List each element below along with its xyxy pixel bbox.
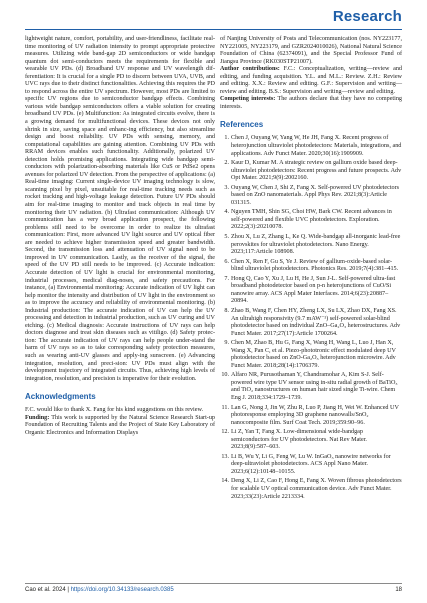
competing-interests — [220, 96, 402, 111]
reference-item — [220, 454, 402, 477]
funding-paragraph — [25, 415, 215, 438]
author-contributions — [220, 66, 402, 96]
reference-number: 12. — [221, 429, 229, 436]
reference-item — [220, 209, 402, 232]
footer-rule — [25, 583, 402, 584]
right-column — [220, 36, 402, 503]
reference-item — [220, 259, 402, 274]
reference-text: Deng X, Li Z, Cao F, Hong E, Fang X. Woven fibrous photodetectors for scalable UV optical communication device. Adv Funct Mater. 2023;33(23):Article 2213334. — [231, 478, 402, 500]
reference-text: Zhao B, Wang F, Chen HY, Zheng LX, Su LX, Zhao DX, Fang XS. An ultrahigh responsivity (9.7 mAW⁻¹) self-powered solar-blind photodetector based on individual ZnO–Ga₂O₃ heterostructures. Adv Funct Mater. 2017;27(17):Article 1700264. — [231, 307, 401, 337]
funding-continued: of Nanjing University of Posts and Telecommunication (nos. NY223177, NY221005, NY223179, and GZR2024010026), National Natural Science Foundation of China (62374091), and the Special Professor Fund of Jiangsu Province (RK030STP21007). — [220, 36, 402, 65]
reference-number: 10. — [221, 372, 229, 379]
reference-text: Li B, Wu Y, Li G, Feng W, Lu W. InGaO₃ nanowire networks for deep-ultraviolet photodetectors. ACS Appl Nano Mater. 2023;6(12):10148–10155. — [231, 453, 391, 475]
reference-item — [220, 405, 402, 428]
reference-number: 8. — [224, 307, 229, 314]
reference-number: 3. — [224, 184, 229, 191]
left-column — [25, 36, 215, 437]
body-paragraph: lightweight nature, comfort, portability, and user-friendliness, facilitate real-time monitoring of UV radiation intensity to prompt appropriate protective measures. Utilizing wide band-gap 2D semiconductors or wide bandgap quantum dot semi-conductors meets the requirements for flexible and wearable UV PDs. (d) Broadband UV response and UV wavelength dif-ferentiation: It is crucial for a single PD to discern between UVA, UVB, and UVC rays due to their distinct functionalities. Achieving this requires the PD to respond across the entire UV spectrum. However, most PDs are limited to specific UV regions due to semiconductor bandgap effects. Combining various wide bandgap semiconductors offers a viable solution for creating broadband UV PDs. (e) Multifunction: As integrated circuits evolve, there is a growing demand for multifunctional devices. These devices not only shrink in size, saving space and enhanc-ing efficiency, but also streamline design and boost reliability. UV PDs with sensing, memory, and computational capabilities are gaining attention. Combining UV PDs with RRAM devices enables such functionality. Additionally, polarized UV detection holds promising applications. Integrating wide bandgap semi-conductors with polarization-absorbing materials like CuS or PdSe2 opens avenues for polarized UV detection. From the perspective of applications: (a) Real-time imaging: Current single-device UV imaging technology is slow, scanning pixel by pixel, unsuitable for real-time tracking needs such as rocket tracking and high-voltage leakage detection. Future UV PDs should aim for real-time imaging to monitor and track objects in real time by monitoring their UV radiation. (b) Ultrafast communication: Although UV communication has a very broad application prospect, the following problems still need to be overcome in order to realize its ultrafast communication: First, more advanced UV light source and UV optical fiber are needed to achieve higher transmission speed and greater bandwidth. Second, the transmission loss and attenuation of UV signal need to be improved in UV communication. Lastly, as the receiver of the signal, the speed of the UV PD still needs to be improved. (c) Accurate indication: Accurate detection of UV light is crucial for environmental monitoring, industrial processes, medical diag-noses, and safety precautions. For instance, (a) Environmental monitoring: Accurate indication of UV light can help monitor the intensity and distribution of UV light in the environment so as to improve the accuracy and reliability of environmental monitoring. (b) Industrial production: The accurate indication of UV can help the UV processing and detection in industrial production, such as UV curing and UV etching. (c) Medical diagnosis: Accurate instructions of UV rays can help doctors diagnose and treat skin diseases such as vitiligo. (d) Safety protec-tion: The accurate indication of UV rays can help people under-stand the harm of UV rays so as to take corresponding safety protection measures, such as wearing anti-UV glasses and apply-ing sunscreen. (e) Advancing integration, resolution, and preci-sion: UV PDs must align with the development trajectory of integrated circuits. Thus, achieving high levels of integration, resolution, and precision is imperative for their evolution. — [25, 36, 216, 382]
reference-text: Alfaro NR, Purusothaman Y, Chandramohar A, Kim S-J. Self-powered wire type UV sensor using in-situ radial growth of BaTiO₃ and TiO₂ nanostructures on human hair sized single Ti-wire. Chem Eng J. 2018;334:1729–1739. — [231, 372, 398, 401]
author-contributions-text: F.C.: Conceptualization, writing—review and editing, and funding acquisition. Y.L. and M.L.: Review. Z.H.: Review and editing. X.X.: Review and editing. G.F.: Supervision and writing—review and editing. B.S.: Supervision and writing—review and editing. — [220, 66, 402, 95]
reference-text: Li Z, Yan T, Fang X. Low-dimensional wide-bandgap semiconductors for UV photodetectors. Nat Rev Mater. 2023;8(9):587–603. — [231, 429, 367, 451]
reference-item — [220, 340, 402, 370]
doi-link[interactable]: https://doi.org/10.34133/research.0385 — [70, 587, 174, 593]
reference-item — [220, 478, 402, 501]
reference-text: Chen X, Ren F, Gu S, Ye J. Review of gallium-oxide-based solar-blind ultraviolet photodetectors. Photonics Res. 2019;7(4):381–415. — [231, 258, 399, 273]
references-heading: References — [220, 120, 264, 130]
reference-text: Hong Q, Cao Y, Xu J, Lu H, He J, Sun J-L. Self-powered ultra-fast broadband photodetector based on p-n heterojunctions of CuO/Si nanowire array. ACS Appl Mater Interfaces. 2014;6(23):20887–20894. — [231, 275, 396, 305]
journal-name: Research — [332, 8, 402, 25]
acknowledgments-text: F.C. would like to thank X. Fang for his kind suggestions on this review. — [25, 407, 204, 414]
acknowledgments-heading: Acknowledgments — [25, 392, 96, 402]
author-contributions-label: Author contributions: — [220, 66, 280, 73]
reference-number: 11. — [221, 404, 229, 411]
reference-item — [220, 185, 402, 208]
reference-item — [220, 429, 402, 452]
funding-text: This work is supported by the Natural Science Research Start-up Foundation of Recruiting Talents and the Project of State Key Laboratory of Organic Electronics and Information Displays — [25, 414, 215, 436]
reference-text: Ouyang W, Chen J, Shi Z, Fang X. Self-powered UV photodetectors based on ZnO nanomaterials. Appl Phys Rev. 2021;8(3):Article 031315. — [231, 184, 400, 206]
reference-text: Kaur D, Kumar M. A strategic review on gallium oxide based deep-ultraviolet photodetectors: Recent progress and future prospects. Adv Opt Mater. 2021;9(9):2002160. — [231, 160, 402, 182]
competing-interests-text: The authors declare that they have no competing interests. — [220, 96, 402, 110]
page-number: 18 — [395, 587, 402, 593]
reference-number: 13. — [221, 453, 229, 460]
reference-text: Nguyen TMH, Shin SG, Choi HW, Bark CW. Recent advances in self-powered and flexible UVC photodetectors. Exploration. 2022;2(3):20210078. — [231, 209, 392, 231]
reference-item — [220, 276, 402, 306]
footer-citation-prefix: Cao et al. 2024 | — [25, 587, 71, 593]
reference-text: Zhou X, Lu Z, Zhang L, Ke Q. Wide-bandgap all-inorganic lead-free perovskites for ultraviolet photodetectors. Nano Energy. 2023;117:Article 108908. — [231, 234, 401, 256]
reference-item — [220, 308, 402, 338]
reference-item — [220, 372, 402, 402]
reference-number: 14. — [221, 478, 229, 485]
reference-number: 4. — [224, 209, 229, 216]
reference-item — [220, 234, 402, 257]
header-rule — [25, 29, 402, 30]
reference-text: Chen J, Ouyang W, Yang W, He JH, Fang X. Recent progress of heterojunction ultraviolet photodetectors: Materials, integrations, and applications. Adv Funct Mater. 2020;30(16):1909909. — [231, 135, 402, 157]
reference-text: Chen M, Zhao B, Hu G, Fang X, Wang H, Wang L, Luo J, Han X, Wang X, Pan C, et al. Piezo-phototronic effect modulated deep UV photodetector based on ZnO-Ga₂O₃ heterojunction microwire. Adv Funct Mater. 2018;28(14):1706379. — [231, 340, 396, 369]
footer-citation — [25, 587, 174, 593]
reference-list — [220, 135, 402, 501]
reference-number: 9. — [224, 340, 229, 347]
reference-item — [220, 135, 402, 158]
reference-number: 6. — [224, 258, 229, 265]
competing-interests-label: Competing interests: — [220, 96, 276, 103]
funding-label: Funding: — [25, 414, 50, 421]
reference-number: 7. — [224, 275, 229, 282]
reference-number: 1. — [224, 135, 229, 142]
reference-text: Lan G, Nong J, Jin W, Zhu R, Luo P, Jiang H, Wei W. Enhanced UV photoresponse employing 3D graphene nanowalls/SnO₂ nanocomposite film. Surf Coat Tech. 2019;359:90–96. — [231, 404, 399, 426]
reference-number: 2. — [224, 160, 229, 167]
reference-item — [220, 160, 402, 183]
reference-number: 5. — [224, 234, 229, 241]
